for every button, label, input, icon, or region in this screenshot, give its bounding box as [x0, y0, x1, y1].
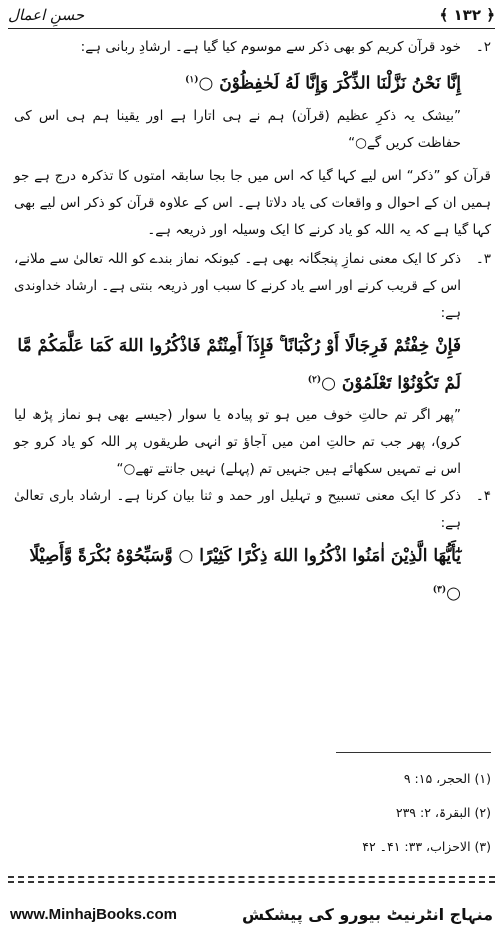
footnote-item: (۱) الحجر، ۱۵: ۹: [403, 771, 491, 786]
item-text: ذکر کا ایک معنی نمازِ پنجگانہ بھی ہے۔ کیونکہ نماز بندے کو اللہ تعالیٰ سے ملانے، اس کے قریب کرنے اور اسے یاد کرنے کا سبب اور ذریعہ بنتی ہے۔ ارشاد خداوندی ہے:: [14, 250, 461, 321]
translation-1: ”بیشک یہ ذکرِ عظیم (قرآن) ہم نے ہی اتارا ہے اور یقینا ہم ہی اس کی حفاظت کریں گے○“: [14, 107, 461, 151]
website-url: www.MinhajBooks.com: [10, 905, 177, 923]
quran-verse-1: [14, 63, 491, 101]
footnote-item: (۳) الاحزاب، ۳۳: ۴۱۔ ۴۲: [362, 839, 491, 854]
item-text: خود قرآن کریم کو بھی ذکر سے موسوم کیا گیا ہے۔ ارشادِ ربانی ہے:: [80, 39, 461, 55]
footer-rule: [8, 876, 495, 878]
footer-rule-secondary: [8, 881, 495, 883]
publisher-credit: منہاج انٹرنیٹ بیورو کی پیشکش: [241, 904, 493, 924]
footnote-item: (۲) البقرۃ، ۲: ۲۳۹: [395, 805, 491, 820]
item-text: ذکر کا ایک معنی تسبیح و تہلیل اور حمد و ثنا بیان کرنا ہے۔ ارشاد باری تعالیٰ ہے:: [14, 488, 461, 532]
header-rule: [8, 28, 495, 29]
book-title: حسنِ اعمال: [8, 6, 85, 24]
item-number: ۲۔: [475, 39, 491, 55]
footnote-marker: (۲): [307, 374, 322, 385]
footnote-marker: (۳): [432, 585, 447, 596]
numbered-item-2: [14, 34, 491, 61]
translation-2: ”پھر اگر تم حالتِ خوف میں ہو تو پیادہ یا سوار (جیسے بھی ہو نماز پڑھ لیا کرو)، پھر جب تم حالتِ امن میں آجاؤ تو انہی طریقوں پر اللہ کو یاد کرو جو اس نے تمہیں سکھائے ہیں جنہیں تم (پہلے) نہیں جانتے تھے○“: [14, 407, 461, 478]
quran-verse-2: [14, 329, 491, 401]
footnote-rule: [336, 752, 491, 753]
item-number: ۳۔: [475, 250, 491, 267]
footnote-marker: (۱): [185, 75, 199, 85]
item-number: ۴۔: [475, 488, 491, 505]
verse-text: فَإِنْ خِفْتُمْ فَرِجَالًا أَوْ رُكْبَانًا ۚ فَإِذَآ أَمِنْتُمْ فَاذْكُرُوا اللهَ كَمَا عَلَّمَكُمْ مَّا لَمْ تَكُوْنُوْا تَعْلَمُوْنَ ○: [17, 335, 461, 394]
page-header: [8, 4, 495, 26]
numbered-item-4: [14, 483, 491, 537]
quran-verse-3: [14, 539, 491, 611]
commentary-paragraph: قرآن کو ”ذکر“ اس لیے کہا گیا کہ اس میں جا بجا سابقہ امتوں کا تذکرہ درج ہے جو ہمیں ان کے احوال و واقعات کی یاد دلاتا ہے۔ اس کے علاوہ قرآن کو ذکر اس لیے بھی کہا گیا ہے کہ یہ اللہ کو یاد کرنے کا ایک وسیلہ اور ذریعہ ہے۔: [14, 167, 491, 238]
page-body: [14, 34, 491, 613]
page-footer: [10, 896, 493, 932]
verse-text: يٰٓأَيُّهَا الَّذِيْنَ اٰمَنُوا اذْكُرُوا اللهَ ذِكْرًا كَثِيْرًا ○ وَّسَبِّحُوْهُ بُكْرَةً وَّأَصِيْلًا ○: [29, 546, 461, 604]
verse-text: إِنَّا نَحْنُ نَزَّلْنَا الذِّكْرَ وَإِنَّا لَهُ لَحٰفِظُوْنَ ○: [198, 73, 461, 94]
page-number: ﴾ ۱۳۲ ﴿: [439, 6, 495, 24]
numbered-item-3: [14, 246, 491, 327]
footnotes: [362, 762, 491, 864]
